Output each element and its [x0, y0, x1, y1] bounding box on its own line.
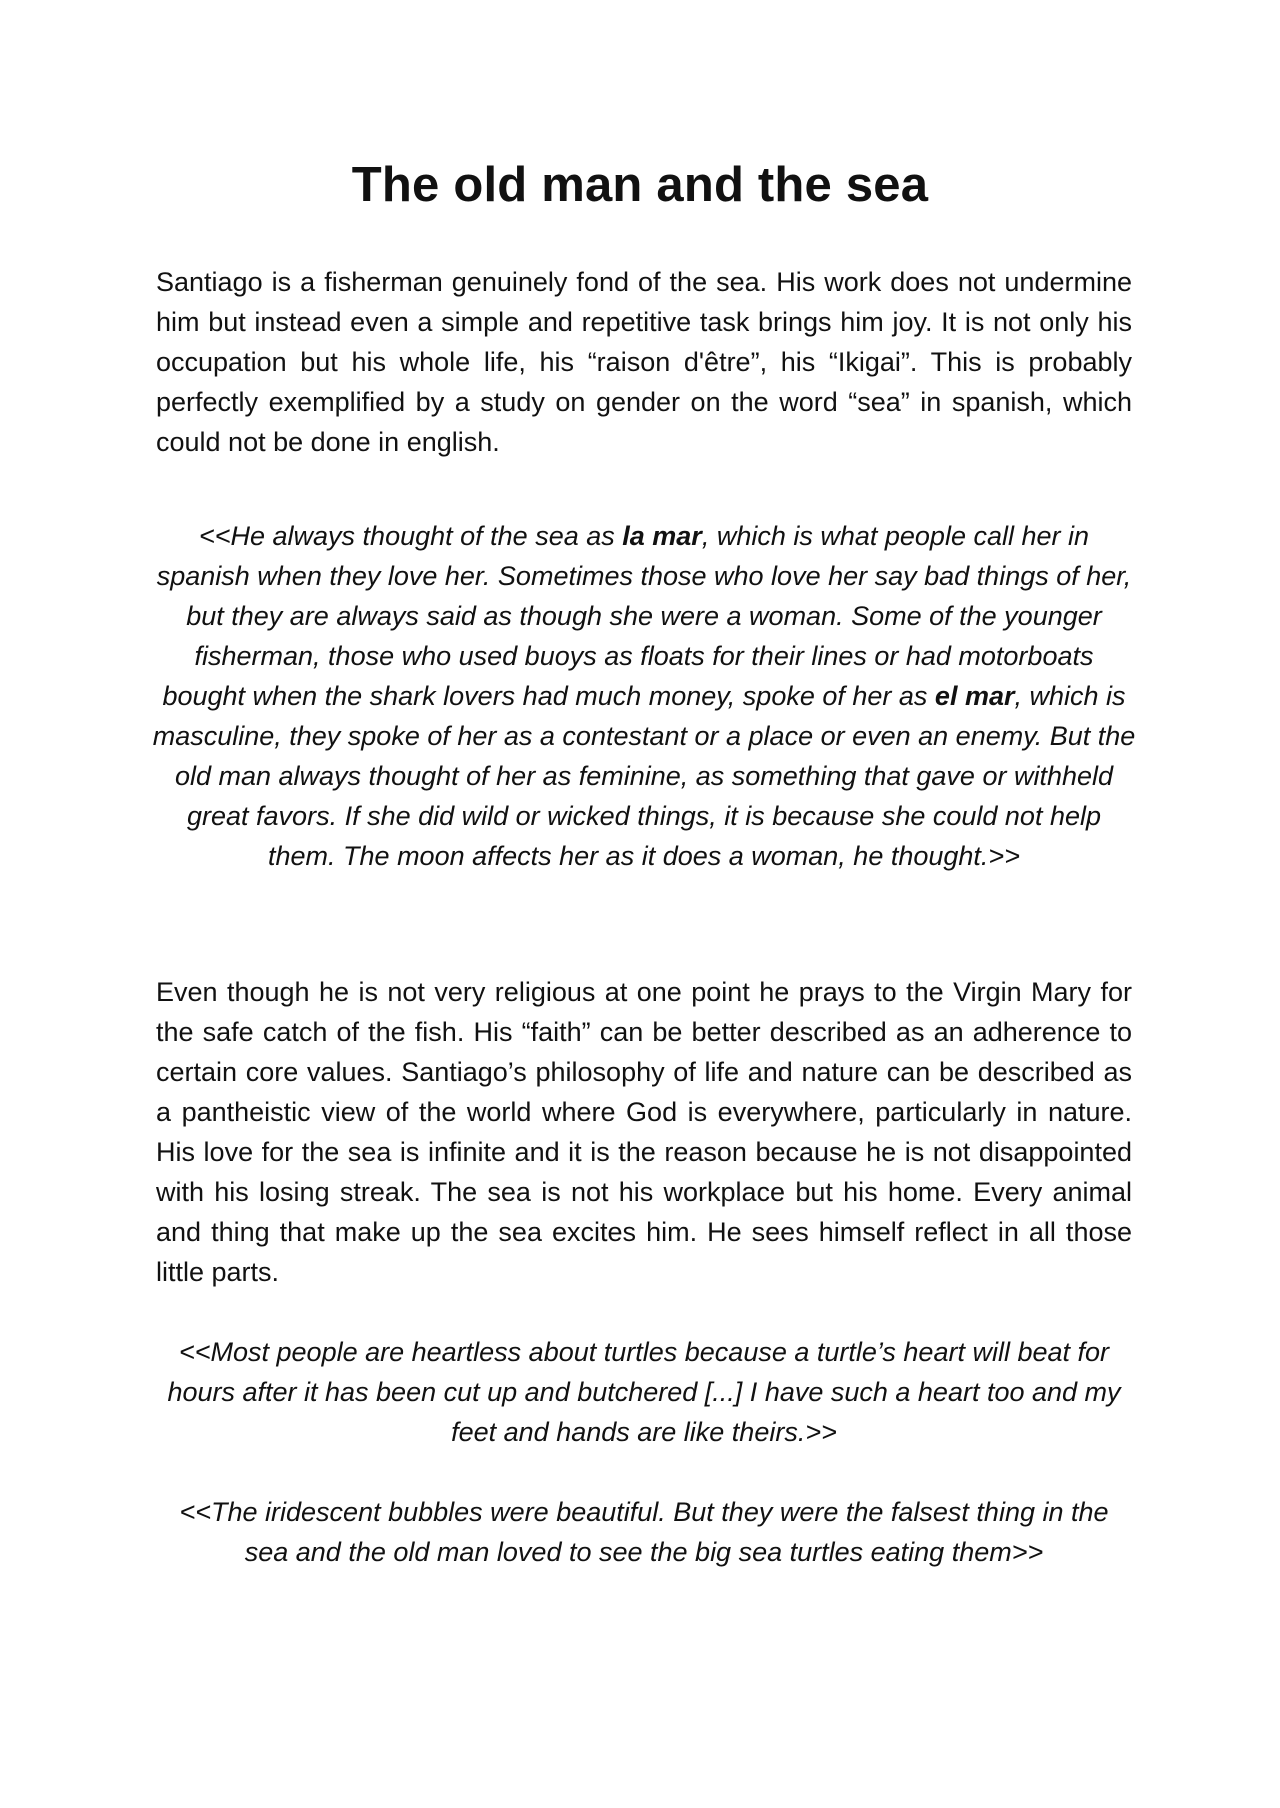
quote-emphasis: el mar [934, 681, 1015, 711]
block-quote: <<The iridescent bubbles were beautiful. But they were the falsest thing in the sea and the old man loved to see the big sea turtles eating them>> [179, 1497, 1109, 1567]
block-quote [152, 516, 1136, 876]
body-paragraph: Even though he is not very religious at one point he prays to the Virgin Mary for the safe catch of the fish. His “faith” can be better described as an adherence to certain core values. Santiago’s philosophy of life and nature can be described as a pantheistic view of the world where God is everywhere, particularly in nature. His love for the sea is infinite and it is the reason because he is not disappointed with his losing streak. The sea is not his workplace but his home. Every animal and thing that make up the sea excites him. He sees himself reflect in all those little parts. [156, 977, 1132, 1287]
body-paragraph: Santiago is a fisherman genuinely fond of the sea. His work does not undermine him but instead even a simple and repetitive task brings him joy. It is not only his occupation but his whole life, his “raison d'être”, his “Ikigai”. This is probably perfectly exemplified by a study on gender on the word “sea” in spanish, which could not be done in english. [156, 267, 1132, 457]
quote-text: , which is what people call her in spanish when they love her. Sometimes those who love her say bad things of her, but they are always said as though she were a woman. Some of the younger fisherman, those who used buoys as floats for their lines or had motorboats bought when the shark lovers had much money, spoke of her as [156, 521, 1132, 711]
quote-emphasis: la mar [622, 521, 702, 551]
quote-text: , which is masculine, they spoke of her as a contestant or a place or even an enemy. But the old man always thought of her as feminine, as something that gave or withheld great favors. If she did wild or wicked things, it is because she could not help them. The moon affects her as it does a woman, he thought.>> [152, 681, 1136, 871]
page-title: The old man and the sea [351, 158, 929, 212]
quote-text: <<He always thought of the sea as [198, 521, 623, 551]
block-quote: <<Most people are heartless about turtles because a turtle’s heart will beat for hours after it has been cut up and butchered [...] I have such a heart too and my feet and hands are like theirs.>> [167, 1337, 1121, 1447]
